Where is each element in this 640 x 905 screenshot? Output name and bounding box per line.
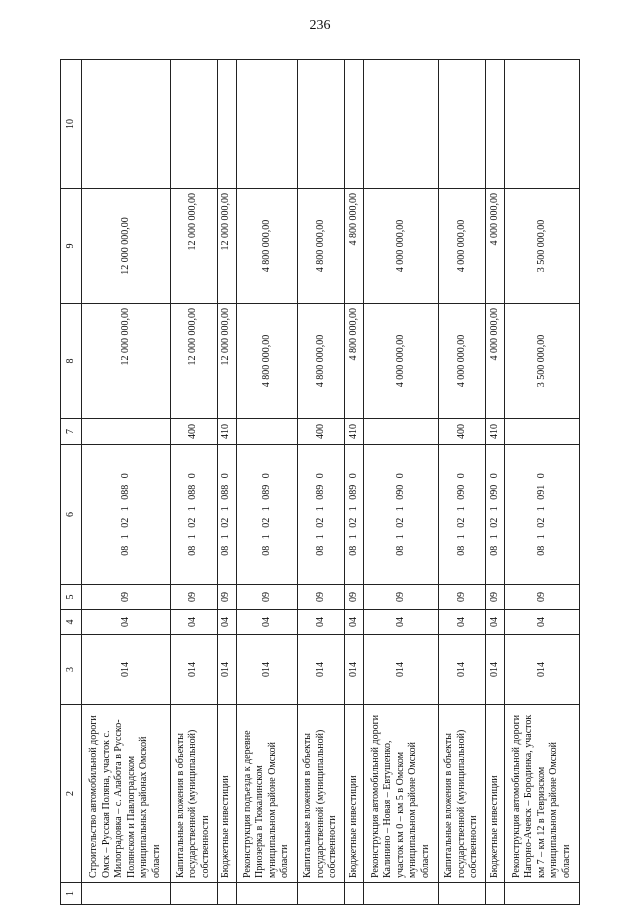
amount-cell: 4 800 000,00	[297, 189, 344, 304]
empty-cell	[82, 60, 171, 189]
target-code-cell: 08 1 02 1 091 0	[505, 445, 580, 585]
column-header: 3	[61, 635, 82, 705]
column-header: 9	[61, 189, 82, 304]
amount-cell: 3 500 000,00	[505, 304, 580, 419]
ministry-code-cell: 014	[297, 635, 344, 705]
expense-type-cell: 410	[485, 419, 504, 445]
target-code-cell: 08 1 02 1 090 0	[438, 445, 485, 585]
item-name-cell: Строительство автомобильной дороги Омск – Русская Поляна, участок с. Милоградовка – с. Алабота в Русско-Полянском и Павлоградском муниципальных районах Омской области	[82, 705, 171, 883]
subsection-cell: 09	[297, 585, 344, 610]
table-row	[297, 60, 344, 905]
item-name-cell: Реконструкция подъезда к деревне Приозерка в Тюкалинском муниципальном районе Омской области	[236, 705, 297, 883]
empty-cell	[170, 60, 217, 189]
column-header: 2	[61, 705, 82, 883]
header-row	[61, 60, 82, 905]
amount-cell: 4 800 000,00	[236, 304, 297, 419]
row-number-cell	[297, 883, 344, 905]
item-name-cell: Реконструкция автомобильной дороги Нагорно-Ачевск – Бородинка, участок км 7 – км 12 в Тевризском муниципальном районе Омской области	[505, 705, 580, 883]
rotated-table-container	[60, 60, 580, 905]
column-header: 7	[61, 419, 82, 445]
expense-type-cell: 410	[217, 419, 236, 445]
subsection-cell: 09	[82, 585, 171, 610]
ministry-code-cell: 014	[344, 635, 363, 705]
section-cell: 04	[170, 610, 217, 635]
target-code-cell: 08 1 02 1 089 0	[344, 445, 363, 585]
ministry-code-cell: 014	[217, 635, 236, 705]
section-cell: 04	[82, 610, 171, 635]
table-row	[82, 60, 171, 905]
section-cell: 04	[485, 610, 504, 635]
empty-cell	[236, 60, 297, 189]
subsection-cell: 09	[505, 585, 580, 610]
ministry-code-cell: 014	[364, 635, 439, 705]
amount-cell: 3 500 000,00	[505, 189, 580, 304]
row-number-cell	[82, 883, 171, 905]
empty-cell	[217, 60, 236, 189]
subsection-cell: 09	[364, 585, 439, 610]
expense-type-cell	[236, 419, 297, 445]
expense-type-cell: 410	[344, 419, 363, 445]
subsection-cell: 09	[438, 585, 485, 610]
ministry-code-cell: 014	[485, 635, 504, 705]
target-code-cell: 08 1 02 1 089 0	[236, 445, 297, 585]
subsection-cell: 09	[217, 585, 236, 610]
table-row	[364, 60, 439, 905]
table-row	[344, 60, 363, 905]
row-number-cell	[170, 883, 217, 905]
expense-type-cell: 400	[438, 419, 485, 445]
item-name-cell: Капитальные вложения в объекты государственной (муниципальной) собственности	[297, 705, 344, 883]
target-code-cell: 08 1 02 1 090 0	[364, 445, 439, 585]
ministry-code-cell: 014	[82, 635, 171, 705]
amount-cell: 4 000 000,00	[438, 304, 485, 419]
table-row	[217, 60, 236, 905]
section-cell: 04	[438, 610, 485, 635]
row-number-cell	[344, 883, 363, 905]
section-cell: 04	[344, 610, 363, 635]
amount-cell: 12 000 000,00	[82, 189, 171, 304]
empty-cell	[344, 60, 363, 189]
target-code-cell: 08 1 02 1 088 0	[217, 445, 236, 585]
column-header: 10	[61, 60, 82, 189]
amount-cell: 4 000 000,00	[438, 189, 485, 304]
empty-cell	[297, 60, 344, 189]
amount-cell: 4 800 000,00	[344, 189, 363, 304]
column-header: 8	[61, 304, 82, 419]
page-number: 236	[309, 18, 331, 33]
table-row	[170, 60, 217, 905]
subsection-cell: 09	[236, 585, 297, 610]
table-row	[505, 60, 580, 905]
amount-cell: 4 800 000,00	[297, 304, 344, 419]
row-number-cell	[364, 883, 439, 905]
row-number-cell	[485, 883, 504, 905]
column-header: 1	[61, 883, 82, 905]
row-number-cell	[438, 883, 485, 905]
amount-cell: 12 000 000,00	[217, 189, 236, 304]
section-cell: 04	[364, 610, 439, 635]
empty-cell	[505, 60, 580, 189]
budget-table	[60, 59, 580, 905]
row-number-cell	[217, 883, 236, 905]
subsection-cell: 09	[170, 585, 217, 610]
section-cell: 04	[505, 610, 580, 635]
item-name-cell: Капитальные вложения в объекты государственной (муниципальной) собственности	[438, 705, 485, 883]
target-code-cell: 08 1 02 1 090 0	[485, 445, 504, 585]
column-header: 4	[61, 610, 82, 635]
empty-cell	[438, 60, 485, 189]
expense-type-cell: 400	[297, 419, 344, 445]
ministry-code-cell: 014	[170, 635, 217, 705]
expense-type-cell	[505, 419, 580, 445]
column-header: 6	[61, 445, 82, 585]
row-number-cell	[236, 883, 297, 905]
amount-cell: 4 000 000,00	[364, 304, 439, 419]
section-cell: 04	[236, 610, 297, 635]
empty-cell	[485, 60, 504, 189]
target-code-cell: 08 1 02 1 089 0	[297, 445, 344, 585]
table-row	[485, 60, 504, 905]
expense-type-cell	[364, 419, 439, 445]
section-cell: 04	[297, 610, 344, 635]
item-name-cell: Реконструкция автомобильной дороги Калинино – Новая – Евтушенко, участок км 0 – км 5 в Омском муниципальном районе Омской области	[364, 705, 439, 883]
table-row	[236, 60, 297, 905]
amount-cell: 4 000 000,00	[364, 189, 439, 304]
section-cell: 04	[217, 610, 236, 635]
item-name-cell: Бюджетные инвестиции	[485, 705, 504, 883]
expense-type-cell: 400	[170, 419, 217, 445]
amount-cell: 12 000 000,00	[170, 189, 217, 304]
ministry-code-cell: 014	[438, 635, 485, 705]
amount-cell: 12 000 000,00	[170, 304, 217, 419]
amount-cell: 4 800 000,00	[344, 304, 363, 419]
column-header: 5	[61, 585, 82, 610]
expense-type-cell	[82, 419, 171, 445]
amount-cell: 4 000 000,00	[485, 304, 504, 419]
amount-cell: 4 000 000,00	[485, 189, 504, 304]
amount-cell: 4 800 000,00	[236, 189, 297, 304]
row-number-cell	[505, 883, 580, 905]
ministry-code-cell: 014	[236, 635, 297, 705]
item-name-cell: Бюджетные инвестиции	[344, 705, 363, 883]
table-row	[438, 60, 485, 905]
empty-cell	[364, 60, 439, 189]
subsection-cell: 09	[485, 585, 504, 610]
ministry-code-cell: 014	[505, 635, 580, 705]
subsection-cell: 09	[344, 585, 363, 610]
item-name-cell: Бюджетные инвестиции	[217, 705, 236, 883]
target-code-cell: 08 1 02 1 088 0	[170, 445, 217, 585]
item-name-cell: Капитальные вложения в объекты государственной (муниципальной) собственности	[170, 705, 217, 883]
amount-cell: 12 000 000,00	[217, 304, 236, 419]
target-code-cell: 08 1 02 1 088 0	[82, 445, 171, 585]
amount-cell: 12 000 000,00	[82, 304, 171, 419]
